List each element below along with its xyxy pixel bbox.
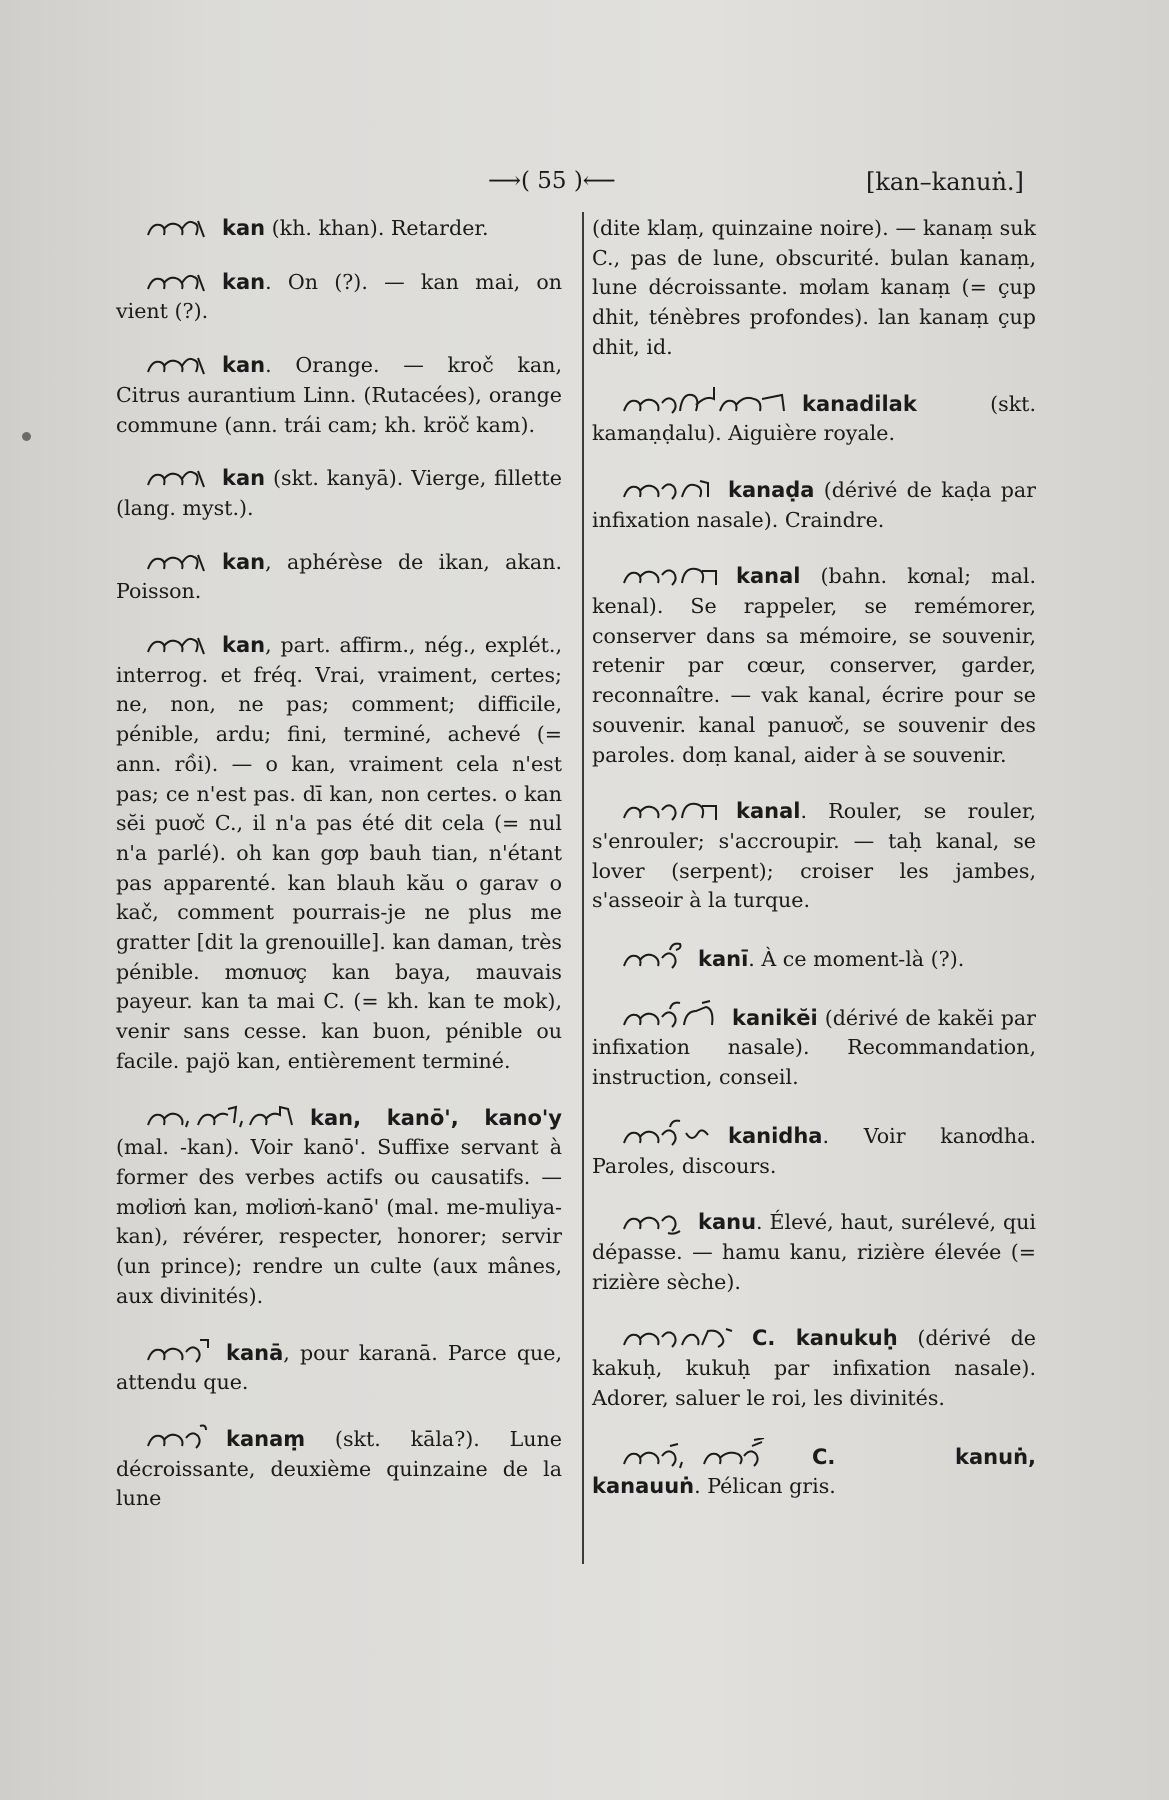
cham-script-kanam-icon <box>146 1422 212 1452</box>
entry: kan, kanō', kano'y (mal. -kan). Voir kanō'. Suffixe servant à former des verbes actifs ou causatifs. — mơliơṅ kan, mơliơṅ-kanō' (mal. me-muliya-kan), révérer, respecter, honorer; servir (un prince); rendre un culte (aux mânes, aux divinités). <box>116 1101 562 1312</box>
entry: C. kanuṅ, kanauuṅ. Pélican gris. <box>592 1438 1036 1502</box>
cham-script-kan-icon <box>146 632 208 658</box>
cham-script-kan-icon <box>146 352 208 378</box>
entry: C. kanukuḥ (dérivé de kakuḥ, kukuḥ par infixation nasale). Adorer, saluer le roi, les divinités. <box>592 1321 1036 1413</box>
cham-script-kan-icon <box>146 465 208 491</box>
entry-continuation: (dite klaṃ, quinzaine noire). — kanaṃ suk C., pas de lune, obscurité. bulan kanaṃ, lune décroissante. mơlam kanaṃ (= çup dhit, ténèbres profondes). lan kanaṃ çup dhit, id. <box>592 216 1036 359</box>
cham-script-kanadilak-icon <box>622 385 788 417</box>
entry: kan, part. affirm., nég., explét., interrog. et fréq. Vrai, vraiment, certes; ne, non, ne pas; comment; difficile, pénible, ardu; fini, terminé, achevé (= ann. rồi). — o kan, vraiment cela n'est pas; ce n'est pas. dī kan, non certes. o kan sĕi puơč C., il n'a pas été dit cela (= nul n'a parlé). oh kan gơp bauh tian, n'étant pas apparenté. kan blauh kău o garav o kač, comment pourrais-je ne plus me gratter [dit la grenouille]. kan daman, très pénible. mơnuơç kan baya, mauvais payeur. kan ta mai C. (= kh. kan te mok), venir sans cesse. kan buon, pénible ou facile. pajö kan, entièrement terminé. <box>116 633 562 1073</box>
running-head: [kan–kanuṅ.] <box>866 168 1024 196</box>
entry: kanal (bahn. kơnal; mal. kenal). Se rappeler, se remémorer, conserver dans sa mémoire, se souvenir, retenir par cœur, conserver, garder, reconnaître. — vak kanal, écrire pour se souvenir. kanal panuơč, se souvenir des paroles. doṃ kanal, aider à se souvenir. <box>592 559 1036 770</box>
entry: kanal. Rouler, se rouler, s'enrouler; s'accroupir. — taḥ kanal, se lover (serpent); croiser les jambes, s'asseoir à la turque. <box>592 794 1036 916</box>
left-column <box>116 214 562 1538</box>
cham-script-kanal-icon <box>622 794 722 824</box>
cham-script-kan-icon <box>146 215 208 241</box>
entry: kanaḍa (dérivé de kaḍa par infixation nasale). Craindre. <box>592 473 1036 535</box>
cham-script-kan-variants-icon <box>146 1101 296 1131</box>
entry: kanā, pour karanā. Parce que, attendu que. <box>116 1336 562 1398</box>
cham-script-kanada-icon <box>622 473 714 503</box>
column-divider <box>582 212 584 1564</box>
cham-script-kanidha-icon <box>622 1117 714 1149</box>
cham-script-kanikei-icon <box>622 999 718 1031</box>
page-number: ⟶( 55 )⟵ <box>488 168 616 194</box>
entry: kan (skt. kanyā). Vierge, fillette (lang. myst.). <box>116 466 562 520</box>
page-header <box>0 168 1169 208</box>
entry: kanī. À ce moment-là (?). <box>592 940 1036 975</box>
cham-script-kana-icon <box>146 1336 212 1366</box>
cham-script-kanukuh-icon <box>622 1321 738 1351</box>
cham-script-kanu-icon <box>622 1205 684 1235</box>
entry: kan, aphérèse de ikan, akan. Poisson. <box>116 549 562 604</box>
entry: kanikĕi (dérivé de kakĕi par infixation nasale). Recommandation, instruction, conseil. <box>592 999 1036 1093</box>
cham-script-kanal-icon <box>622 559 722 589</box>
right-column <box>592 214 1036 1526</box>
entry: kanidha. Voir kanơdha. Paroles, discours. <box>592 1117 1036 1181</box>
entry: kanu. Élevé, haut, surélevé, qui dépasse. — hamu kanu, rizière élevée (= rizière sèche). <box>592 1205 1036 1297</box>
entry: kanadilak (skt. kamaṇḍalu). Aiguière royale. <box>592 385 1036 449</box>
cham-script-kan-icon <box>146 269 208 295</box>
entry: kanaṃ (skt. kāla?). Lune décroissante, deuxième quinzaine de la lune <box>116 1422 562 1514</box>
cham-script-kan-icon <box>146 549 208 575</box>
entry: kan. Orange. — kroč kan, Citrus aurantium Linn. (Rutacées), orange commune (ann. trái cam; kh. kröč kam). <box>116 353 562 437</box>
entry: kan. On (?). — kan mai, on vient (?). <box>116 269 562 324</box>
entry: kan (kh. khan). Retarder. <box>116 214 562 244</box>
cham-script-kanun-icon <box>622 1438 798 1470</box>
cham-script-kani-icon <box>622 940 684 972</box>
page-speck <box>22 432 31 441</box>
